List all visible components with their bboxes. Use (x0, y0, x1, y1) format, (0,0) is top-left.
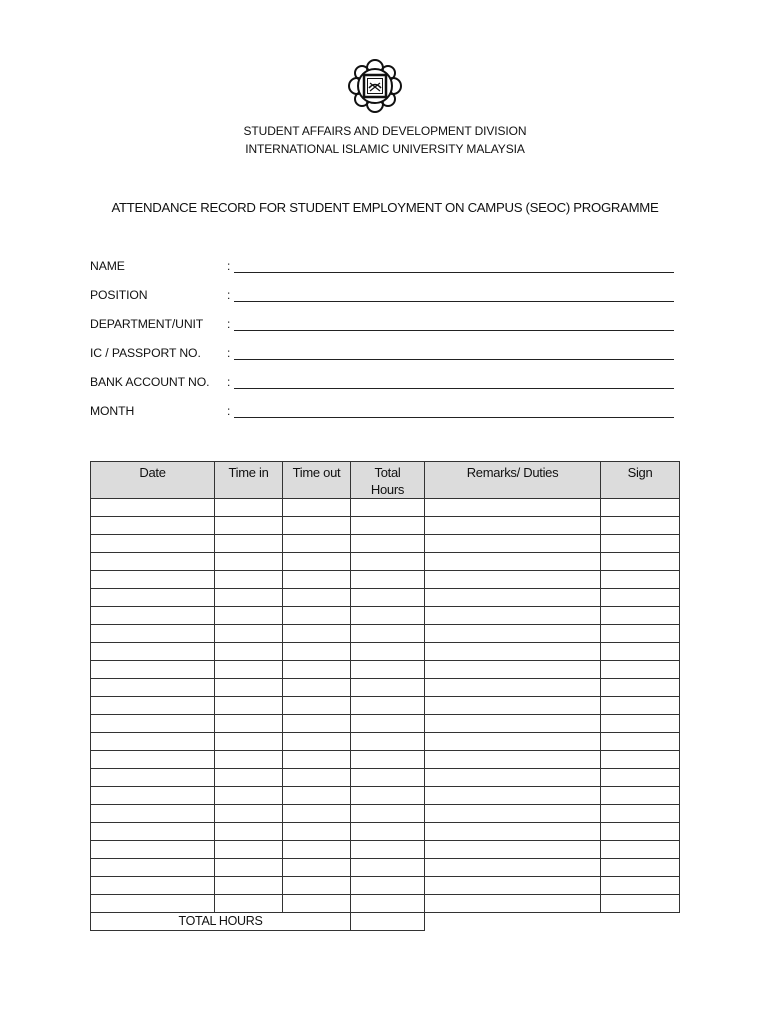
field-label-bank-account: BANK ACCOUNT NO. (90, 375, 210, 389)
column-header-time-out: Time out (283, 462, 351, 499)
time-out-cell[interactable] (283, 625, 351, 643)
time-out-cell[interactable] (283, 859, 351, 877)
total-hours-cell[interactable] (351, 895, 425, 913)
total-hours-cell[interactable] (351, 877, 425, 895)
date-cell[interactable] (91, 517, 215, 535)
table-row (91, 733, 680, 751)
time-out-cell[interactable] (283, 679, 351, 697)
remarks-cell[interactable] (425, 643, 601, 661)
time-out-cell[interactable] (283, 553, 351, 571)
university-name: INTERNATIONAL ISLAMIC UNIVERSITY MALAYSIA (245, 142, 525, 156)
table-row (91, 589, 680, 607)
field-label-month: MONTH (90, 404, 135, 418)
date-cell[interactable] (91, 571, 215, 589)
university-crest-icon (344, 55, 406, 117)
remarks-cell[interactable] (425, 661, 601, 679)
remarks-cell[interactable] (425, 841, 601, 859)
time-out-cell[interactable] (283, 823, 351, 841)
time-out-cell[interactable] (283, 895, 351, 913)
field-label-department: DEPARTMENT/UNIT (90, 317, 204, 331)
date-cell[interactable] (91, 751, 215, 769)
time-in-cell[interactable] (215, 787, 283, 805)
time-in-cell[interactable] (215, 877, 283, 895)
table-row (91, 697, 680, 715)
sign-cell[interactable] (601, 859, 680, 877)
table-row (91, 643, 680, 661)
sign-cell[interactable] (601, 805, 680, 823)
total-hours-cell[interactable] (351, 769, 425, 787)
date-cell[interactable] (91, 607, 215, 625)
time-out-cell[interactable] (283, 517, 351, 535)
time-out-cell[interactable] (283, 733, 351, 751)
field-colon: : (227, 259, 231, 273)
remarks-cell[interactable] (425, 571, 601, 589)
sign-cell[interactable] (601, 877, 680, 895)
date-cell[interactable] (91, 733, 215, 751)
time-out-cell[interactable] (283, 535, 351, 553)
time-in-cell[interactable] (215, 571, 283, 589)
total-hours-cell[interactable] (351, 913, 425, 931)
date-cell[interactable] (91, 589, 215, 607)
total-hours-cell[interactable] (351, 823, 425, 841)
total-hours-cell[interactable] (351, 553, 425, 571)
remarks-cell[interactable] (425, 625, 601, 643)
total-hours-cell[interactable] (351, 805, 425, 823)
field-colon: : (227, 404, 231, 418)
time-in-cell[interactable] (215, 589, 283, 607)
field-label-position: POSITION (90, 288, 148, 302)
date-cell[interactable] (91, 535, 215, 553)
column-header-sign: Sign (601, 462, 680, 499)
time-out-cell[interactable] (283, 805, 351, 823)
remarks-cell[interactable] (425, 607, 601, 625)
total-hours-label: TOTAL HOURS (91, 913, 351, 931)
field-colon: : (227, 346, 231, 360)
total-hours-cell[interactable] (351, 643, 425, 661)
remarks-cell[interactable] (425, 787, 601, 805)
sign-cell[interactable] (601, 733, 680, 751)
date-cell[interactable] (91, 679, 215, 697)
table-row (91, 535, 680, 553)
sign-cell[interactable] (601, 607, 680, 625)
total-hours-cell[interactable] (351, 625, 425, 643)
table-row (91, 625, 680, 643)
sign-cell[interactable] (601, 697, 680, 715)
table-header-row (91, 462, 680, 499)
time-in-cell[interactable] (215, 553, 283, 571)
time-out-cell[interactable] (283, 715, 351, 733)
time-out-cell[interactable] (283, 607, 351, 625)
time-in-cell[interactable] (215, 715, 283, 733)
remarks-cell[interactable] (425, 715, 601, 733)
table-row (91, 769, 680, 787)
time-in-cell[interactable] (215, 499, 283, 517)
time-in-cell[interactable] (215, 895, 283, 913)
remarks-cell[interactable] (425, 499, 601, 517)
date-cell[interactable] (91, 625, 215, 643)
remarks-cell[interactable] (425, 877, 601, 895)
sign-cell[interactable] (601, 499, 680, 517)
table-row (91, 571, 680, 589)
time-in-cell[interactable] (215, 751, 283, 769)
date-cell[interactable] (91, 661, 215, 679)
time-in-cell[interactable] (215, 769, 283, 787)
sign-cell[interactable] (601, 769, 680, 787)
time-out-cell[interactable] (283, 841, 351, 859)
time-out-cell[interactable] (283, 661, 351, 679)
table-row (91, 841, 680, 859)
table-row (91, 895, 680, 913)
time-in-cell[interactable] (215, 517, 283, 535)
department-field[interactable] (234, 330, 674, 331)
date-cell[interactable] (91, 787, 215, 805)
time-out-cell[interactable] (283, 643, 351, 661)
time-in-cell[interactable] (215, 535, 283, 553)
date-cell[interactable] (91, 643, 215, 661)
table-row (91, 661, 680, 679)
column-header-total-hours: Total Hours (351, 462, 425, 499)
sign-cell[interactable] (601, 751, 680, 769)
remarks-cell[interactable] (425, 823, 601, 841)
sign-cell[interactable] (601, 625, 680, 643)
sign-cell[interactable] (601, 643, 680, 661)
sign-cell[interactable] (601, 895, 680, 913)
date-cell[interactable] (91, 697, 215, 715)
table-row (91, 679, 680, 697)
sign-cell[interactable] (601, 661, 680, 679)
time-out-cell[interactable] (283, 769, 351, 787)
total-hours-cell[interactable] (351, 499, 425, 517)
time-in-cell[interactable] (215, 607, 283, 625)
time-out-cell[interactable] (283, 589, 351, 607)
time-in-cell[interactable] (215, 625, 283, 643)
total-hours-cell[interactable] (351, 787, 425, 805)
sign-cell[interactable] (601, 553, 680, 571)
remarks-cell[interactable] (425, 751, 601, 769)
date-cell[interactable] (91, 499, 215, 517)
sign-cell[interactable] (601, 517, 680, 535)
total-hours-cell[interactable] (351, 589, 425, 607)
date-cell[interactable] (91, 877, 215, 895)
remarks-cell[interactable] (425, 805, 601, 823)
table-row (91, 517, 680, 535)
remarks-cell[interactable] (425, 859, 601, 877)
table-row (91, 499, 680, 517)
total-hours-row (91, 913, 680, 931)
time-out-cell[interactable] (283, 697, 351, 715)
sign-cell[interactable] (601, 823, 680, 841)
sign-cell[interactable] (601, 589, 680, 607)
table-row (91, 805, 680, 823)
table-row (91, 553, 680, 571)
total-hours-cell[interactable] (351, 571, 425, 589)
remarks-cell[interactable] (425, 733, 601, 751)
time-in-cell[interactable] (215, 733, 283, 751)
field-colon: : (227, 317, 231, 331)
time-in-cell[interactable] (215, 823, 283, 841)
empty-cell (425, 913, 601, 931)
time-out-cell[interactable] (283, 787, 351, 805)
table-row (91, 859, 680, 877)
field-colon: : (227, 375, 231, 389)
remarks-cell[interactable] (425, 697, 601, 715)
total-hours-cell[interactable] (351, 661, 425, 679)
date-cell[interactable] (91, 841, 215, 859)
attendance-table (90, 461, 680, 931)
total-hours-cell[interactable] (351, 607, 425, 625)
sign-cell[interactable] (601, 715, 680, 733)
time-in-cell[interactable] (215, 841, 283, 859)
total-hours-cell[interactable] (351, 715, 425, 733)
field-colon: : (227, 288, 231, 302)
time-in-cell[interactable] (215, 661, 283, 679)
remarks-cell[interactable] (425, 517, 601, 535)
column-header-time-in: Time in (215, 462, 283, 499)
table-row (91, 607, 680, 625)
date-cell[interactable] (91, 859, 215, 877)
date-cell[interactable] (91, 895, 215, 913)
sign-cell[interactable] (601, 571, 680, 589)
table-row (91, 823, 680, 841)
field-label-ic-passport: IC / PASSPORT NO. (90, 346, 201, 360)
remarks-cell[interactable] (425, 679, 601, 697)
total-hours-cell[interactable] (351, 535, 425, 553)
date-cell[interactable] (91, 769, 215, 787)
month-field[interactable] (234, 417, 674, 418)
time-out-cell[interactable] (283, 571, 351, 589)
remarks-cell[interactable] (425, 769, 601, 787)
page-title: ATTENDANCE RECORD FOR STUDENT EMPLOYMENT ON CAMPUS (SEOC) PROGRAMME (111, 200, 659, 215)
date-cell[interactable] (91, 823, 215, 841)
column-header-remarks-duties: Remarks/ Duties (425, 462, 601, 499)
table-row (91, 715, 680, 733)
time-in-cell[interactable] (215, 859, 283, 877)
total-hours-cell[interactable] (351, 859, 425, 877)
bank-account-field[interactable] (234, 388, 674, 389)
remarks-cell[interactable] (425, 553, 601, 571)
time-in-cell[interactable] (215, 679, 283, 697)
time-in-cell[interactable] (215, 805, 283, 823)
total-hours-cell[interactable] (351, 679, 425, 697)
name-field[interactable] (234, 272, 674, 273)
sign-cell[interactable] (601, 535, 680, 553)
date-cell[interactable] (91, 715, 215, 733)
time-in-cell[interactable] (215, 697, 283, 715)
sign-cell[interactable] (601, 841, 680, 859)
time-out-cell[interactable] (283, 877, 351, 895)
field-label-name: NAME (90, 259, 125, 273)
column-header-date: Date (91, 462, 215, 499)
time-out-cell[interactable] (283, 499, 351, 517)
total-hours-cell[interactable] (351, 697, 425, 715)
date-cell[interactable] (91, 805, 215, 823)
time-in-cell[interactable] (215, 643, 283, 661)
sign-cell[interactable] (601, 787, 680, 805)
division-name: STUDENT AFFAIRS AND DEVELOPMENT DIVISION (243, 124, 527, 138)
position-field[interactable] (234, 301, 674, 302)
total-hours-cell[interactable] (351, 751, 425, 769)
sign-cell[interactable] (601, 679, 680, 697)
total-hours-cell[interactable] (351, 517, 425, 535)
remarks-cell[interactable] (425, 535, 601, 553)
remarks-cell[interactable] (425, 589, 601, 607)
table-row (91, 787, 680, 805)
empty-cell (601, 913, 680, 931)
total-hours-cell[interactable] (351, 841, 425, 859)
ic-passport-field[interactable] (234, 359, 674, 360)
time-out-cell[interactable] (283, 751, 351, 769)
remarks-cell[interactable] (425, 895, 601, 913)
table-row (91, 877, 680, 895)
total-hours-cell[interactable] (351, 733, 425, 751)
table-row (91, 751, 680, 769)
date-cell[interactable] (91, 553, 215, 571)
